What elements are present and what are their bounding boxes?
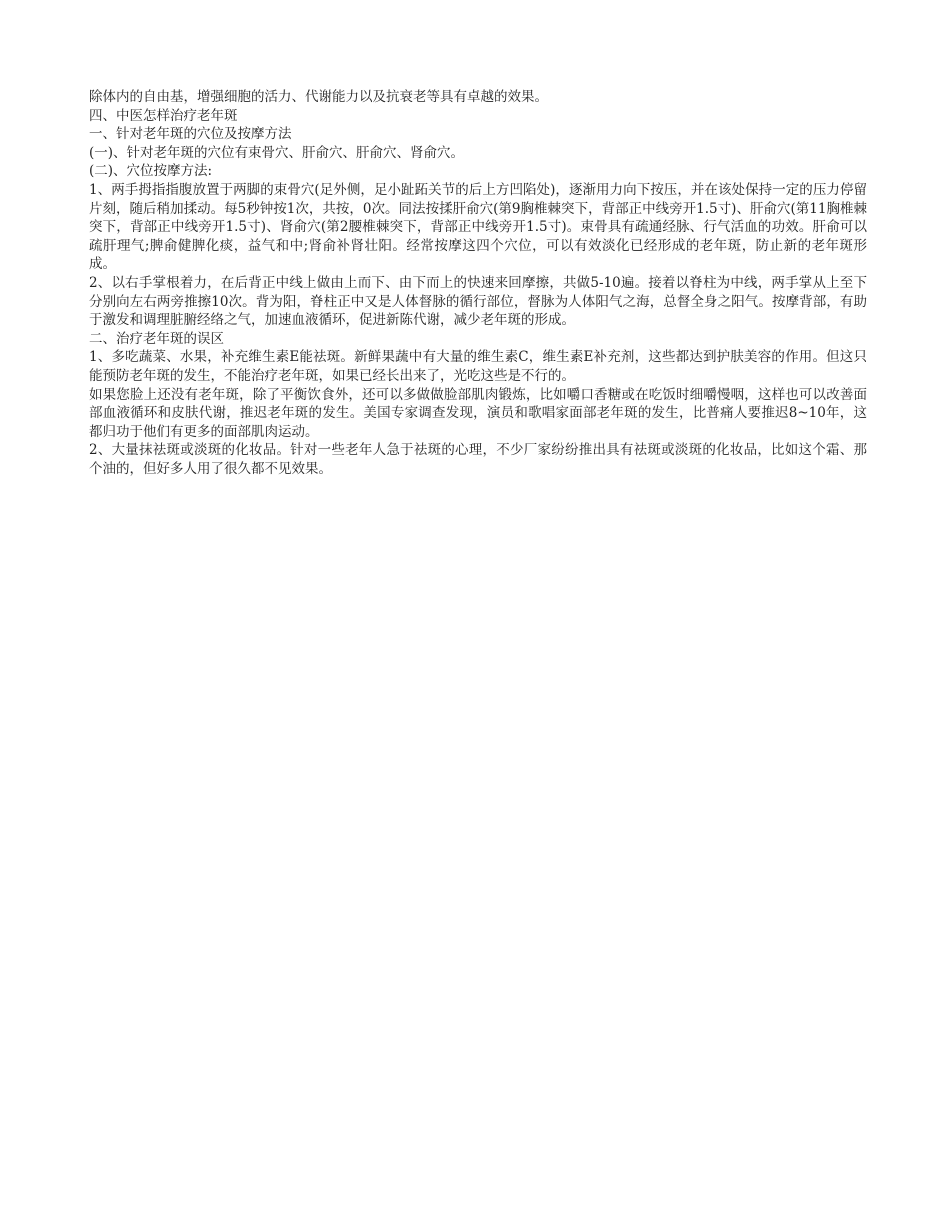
paragraph-misconception-1: 1、多吃蔬菜、水果，补充维生素E能祛斑。新鲜果蔬中有大量的维生素C，维生素E补充剂，这些都达到护肤美容的作用。但这只能预防老年斑的发生，不能治疗老年斑，如果已经长出来了，光吃这些是不行的。 xyxy=(89,349,867,384)
paragraph-massage-step-1: 1、两手拇指指腹放置于两脚的束骨穴(足外侧，足小趾跖关节的后上方凹陷处)，逐渐用力向下按压，并在该处保持一定的压力停留片刻，随后稍加揉动。每5秒钟按1次，共按，0次。同法按揉肝俞穴(第9胸椎棘突下，背部正中线旁开1.5寸)、肝俞穴(第11胸椎棘突下，背部正中线旁开1.5寸)、肾俞穴(第2腰椎棘突下，背部正中线旁开1.5寸)。束骨具有疏通经脉、行气活血的功效。肝俞可以疏肝理气;脾俞健脾化痰，益气和中;肾俞补肾壮阳。经常按摩这四个穴位，可以有效淡化已经形成的老年斑，防止新的老年斑形成。 xyxy=(89,181,867,273)
paragraph-massage-step-2: 2、以右手掌根着力，在后背正中线上做由上而下、由下而上的快速来回摩擦，共做5-10遍。接着以脊柱为中线，两手掌从上至下分别向左右两旁推擦10次。背为阳，脊柱正中又是人体督脉的循行部位，督脉为人体阳气之海，总督全身之阳气。按摩背部，有助于激发和调理脏腑经络之气，加速血液循环，促进新陈代谢，减少老年斑的形成。 xyxy=(89,274,867,329)
section-heading-tcm-treatment: 四、中医怎样治疗老年斑 xyxy=(89,107,238,124)
paragraph-prevention-advice: 如果您脸上还没有老年斑，除了平衡饮食外，还可以多做做脸部肌肉锻炼，比如嚼口香糖或在吃饭时细嚼慢咽，这样也可以改善面部血液循环和皮肤代谢，推迟老年斑的发生。美国专家调查发现，演员和歌唱家面部老年斑的发生，比普痛人要推迟8~10年，这都归功于他们有更多的面部肌肉运动。 xyxy=(89,386,867,440)
paragraph-misconception-2: 2、大量抹祛斑或淡斑的化妆品。针对一些老年人急于祛斑的心理，不少厂家纷纷推出具有祛斑或淡斑的化妆品，比如这个霜、那个油的，但好多人用了很久都不见效果。 xyxy=(89,442,867,477)
paragraph-intro-continuation: 除体内的自由基，增强细胞的活力、代谢能力以及抗衰老等具有卓越的效果。 xyxy=(89,89,548,105)
paragraph-acupoints-list: (一)、针对老年斑的穴位有束骨穴、肝俞穴、肝俞穴、肾俞穴。 xyxy=(89,144,465,161)
subsection-heading-acupoints-massage: 一、针对老年斑的穴位及按摩方法 xyxy=(89,126,292,143)
subsection-heading-massage-method: (二)、穴位按摩方法: xyxy=(89,163,213,180)
subsection-heading-misconceptions: 二、治疗老年斑的误区 xyxy=(89,330,224,347)
document-body xyxy=(89,88,867,478)
